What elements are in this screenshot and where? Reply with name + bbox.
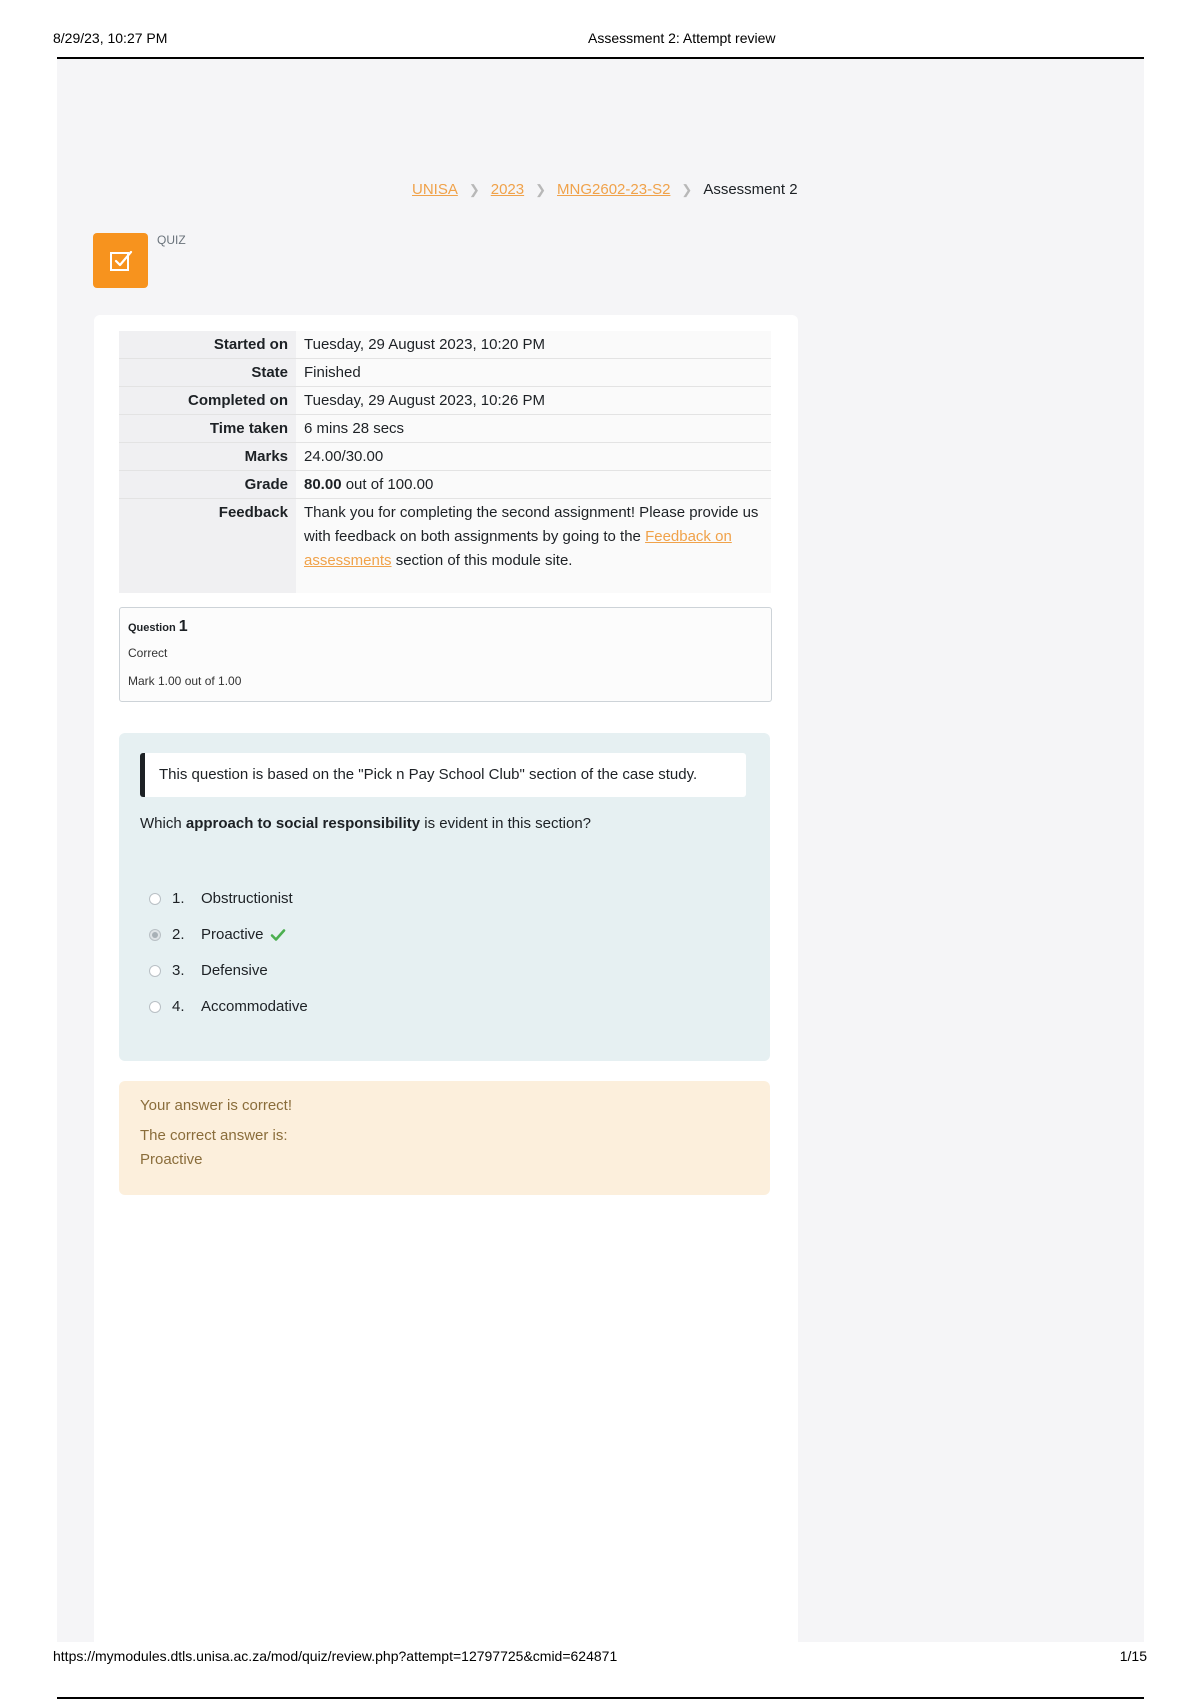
radio-button[interactable] <box>149 893 161 905</box>
question-text-emphasis: approach to social responsibility <box>185 815 421 832</box>
state-value: Finished <box>296 359 771 387</box>
feedback-text: Thank you for completing the second assignment! Please provide us with feedback on both assignments by going to the <box>304 504 759 545</box>
grade-label: Grade <box>119 471 296 499</box>
option-label: Proactive <box>201 926 264 943</box>
answer-option[interactable] <box>149 962 268 979</box>
footer-rule <box>57 1697 1144 1699</box>
summary-row-state <box>119 359 771 387</box>
case-study-note: This question is based on the "Pick n Pay School Club" section of the case study. <box>140 753 746 797</box>
marks-label: Marks <box>119 443 296 471</box>
feedback-cell <box>296 499 771 594</box>
answer-result: Your answer is correct! <box>140 1097 293 1114</box>
radio-button[interactable] <box>149 965 161 977</box>
print-title: Assessment 2: Attempt review <box>588 30 776 46</box>
state-label: State <box>119 359 296 387</box>
question-info-box <box>119 607 772 702</box>
grade-cell <box>296 471 771 499</box>
summary-row-time <box>119 415 771 443</box>
summary-row-grade <box>119 471 771 499</box>
radio-button-selected[interactable] <box>149 929 161 941</box>
breadcrumb-link-year[interactable]: 2023 <box>490 181 525 198</box>
question-text <box>140 815 591 832</box>
answer-option[interactable] <box>149 890 293 907</box>
print-datetime: 8/29/23, 10:27 PM <box>53 30 168 46</box>
feedback-label: Feedback <box>119 499 296 594</box>
question-grade: Mark 1.00 out of 1.00 <box>128 674 242 688</box>
question-number <box>128 618 188 636</box>
completed-label: Completed on <box>119 387 296 415</box>
option-number: 2. <box>172 926 185 943</box>
breadcrumb-link-module[interactable]: MNG2602-23-S2 <box>557 181 671 198</box>
summary-row-marks <box>119 443 771 471</box>
page-url: https://mymodules.dtls.unisa.ac.za/mod/quiz/review.php?attempt=12797725&cmid=624871 <box>53 1648 618 1664</box>
correct-check-icon <box>270 928 286 942</box>
print-header <box>53 28 1147 58</box>
chevron-right-icon: ❯ <box>535 181 547 197</box>
breadcrumb-current: Assessment 2 <box>703 181 798 198</box>
checkbox-icon <box>108 248 134 274</box>
summary-row-completed <box>119 387 771 415</box>
chevron-right-icon: ❯ <box>681 181 693 197</box>
breadcrumb <box>412 181 798 198</box>
option-number: 1. <box>172 890 185 907</box>
option-number: 4. <box>172 998 185 1015</box>
summary-row-feedback <box>119 499 771 594</box>
question-formulation <box>119 733 770 1061</box>
question-label: Question <box>128 622 176 634</box>
radio-button[interactable] <box>149 1001 161 1013</box>
page-number: 1/15 <box>1119 1648 1147 1664</box>
attempt-summary-table <box>119 331 771 593</box>
question-text-end: is evident in this section? <box>424 815 592 832</box>
started-label: Started on <box>119 331 296 359</box>
chevron-right-icon: ❯ <box>468 181 480 197</box>
correct-answer-label: The correct answer is: <box>140 1127 288 1144</box>
module-type-label: QUIZ <box>157 233 186 247</box>
correct-answer-value: Proactive <box>140 1151 203 1168</box>
question-state: Correct <box>128 646 168 660</box>
time-taken-value: 6 mins 28 secs <box>296 415 771 443</box>
marks-value: 24.00/30.00 <box>296 443 771 471</box>
question-text-start: Which <box>140 815 182 832</box>
answer-option-selected[interactable] <box>149 926 286 943</box>
started-value: Tuesday, 29 August 2023, 10:20 PM <box>296 331 771 359</box>
answer-option[interactable] <box>149 998 308 1015</box>
option-label: Defensive <box>201 962 268 979</box>
feedback-on-assessments-link[interactable]: Feedback on assessments <box>304 528 732 569</box>
feedback-text-end: section of this module site. <box>395 552 573 569</box>
option-label: Obstructionist <box>201 890 293 907</box>
summary-row-started <box>119 331 771 359</box>
time-taken-label: Time taken <box>119 415 296 443</box>
grade-value: 80.00 <box>304 476 342 493</box>
option-number: 3. <box>172 962 185 979</box>
answer-feedback-box <box>119 1081 770 1195</box>
breadcrumb-link-unisa[interactable]: UNISA <box>412 181 458 198</box>
quiz-icon <box>93 233 148 288</box>
grade-suffix: out of 100.00 <box>345 476 434 493</box>
question-number-value: 1 <box>178 618 188 635</box>
completed-value: Tuesday, 29 August 2023, 10:26 PM <box>296 387 771 415</box>
option-label: Accommodative <box>201 998 308 1015</box>
